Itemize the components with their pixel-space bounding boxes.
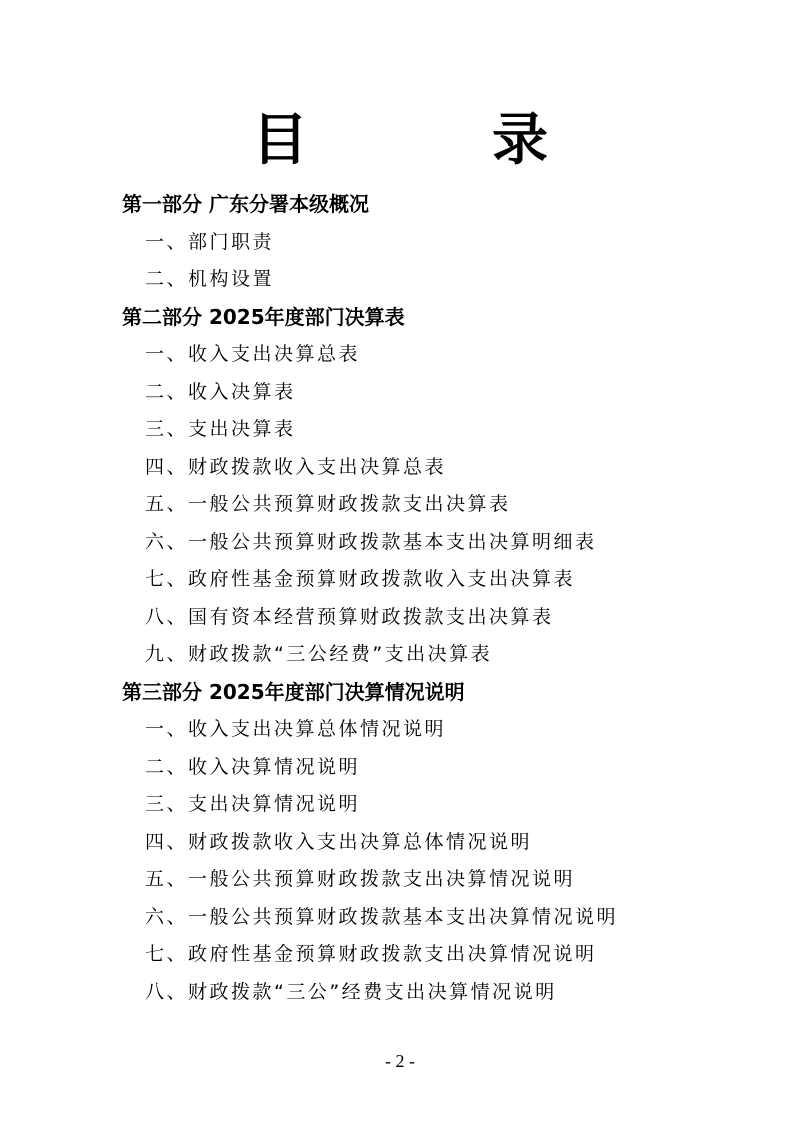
page-title: 目 录 bbox=[252, 107, 612, 173]
toc-item: 七、政府性基金预算财政拨款支出决算情况说明 bbox=[145, 943, 597, 965]
toc-item: 三、支出决算表 bbox=[145, 418, 296, 440]
toc-item: 五、一般公共预算财政拨款支出决算表 bbox=[145, 493, 511, 515]
toc-section bbox=[0, 299, 800, 674]
table-of-contents bbox=[0, 186, 800, 1011]
toc-item: 七、政府性基金预算财政拨款收入支出决算表 bbox=[145, 568, 576, 590]
toc-item: 八、国有资本经营预算财政拨款支出决算表 bbox=[145, 605, 554, 628]
toc-section bbox=[0, 674, 800, 1012]
toc-item: 一、部门职责 bbox=[145, 230, 275, 253]
toc-item: 九、财政拨款“三公经费”支出决算表 bbox=[145, 643, 493, 665]
toc-item: 八、财政拨款“三公”经费支出决算情况说明 bbox=[145, 980, 557, 1003]
toc-item: 二、收入决算情况说明 bbox=[145, 755, 361, 778]
toc-item: 三、支出决算情况说明 bbox=[145, 793, 361, 815]
toc-item: 四、财政拨款收入支出决算总体情况说明 bbox=[145, 830, 533, 853]
toc-item: 五、一般公共预算财政拨款支出决算情况说明 bbox=[145, 868, 576, 890]
toc-item: 一、收入支出决算总表 bbox=[145, 343, 361, 365]
toc-item: 六、一般公共预算财政拨款基本支出决算情况说明 bbox=[145, 905, 619, 928]
toc-item: 四、财政拨款收入支出决算总表 bbox=[145, 455, 447, 478]
toc-section-heading: 第一部分 广东分署本级概况 bbox=[122, 192, 369, 216]
page-number: - 2 - bbox=[385, 1051, 415, 1071]
toc-section-heading: 第三部分 2025年度部门决算情况说明 bbox=[122, 679, 465, 704]
toc-item: 一、收入支出决算总体情况说明 bbox=[145, 718, 447, 740]
toc-item: 六、一般公共预算财政拨款基本支出决算明细表 bbox=[145, 530, 597, 553]
toc-section bbox=[0, 186, 800, 299]
toc-item: 二、收入决算表 bbox=[145, 380, 296, 403]
toc-section-heading: 第二部分 2025年度部门决算表 bbox=[122, 304, 405, 329]
toc-item: 二、机构设置 bbox=[145, 268, 275, 290]
